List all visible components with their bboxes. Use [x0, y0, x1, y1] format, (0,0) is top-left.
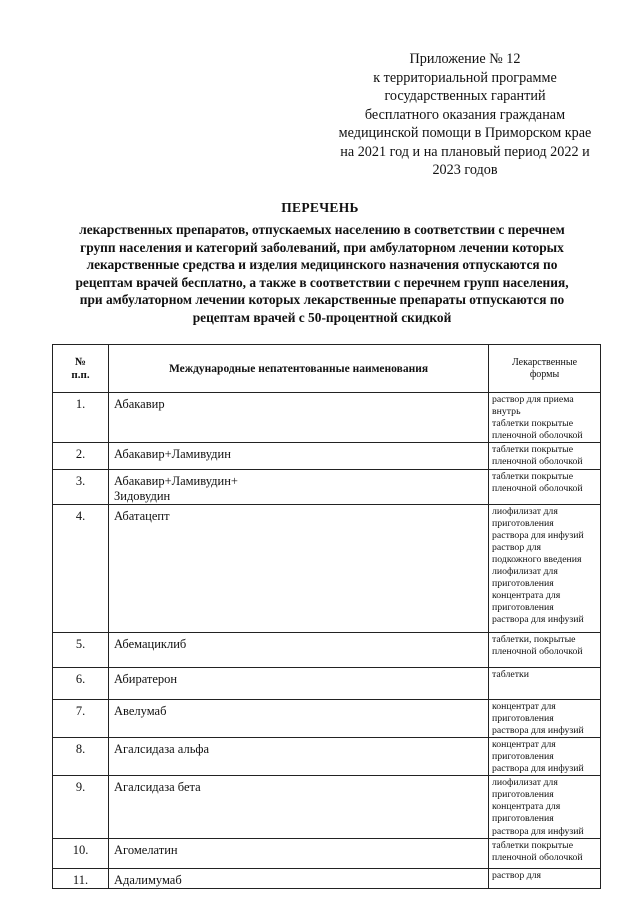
drug-form-line: раствора для инфузий — [492, 614, 584, 626]
drug-form-line: лиофилизат для — [492, 566, 558, 578]
drug-form — [489, 776, 601, 838]
header-form-line: Лекарственные — [511, 356, 578, 368]
header-number-line: № — [74, 355, 87, 368]
subtitle-line: лекарственных препаратов, отпускаемых населению в соответствии с перечнем — [79, 222, 565, 237]
drug-name — [109, 443, 489, 469]
drug-form-line: таблетки покрытые — [492, 470, 574, 482]
row-number: 9. — [53, 776, 109, 838]
row-number: 3. — [53, 469, 109, 504]
table-row — [53, 868, 601, 888]
document-subtitle — [32, 221, 612, 327]
table-row — [53, 443, 601, 469]
drug-form-line: таблетки покрытые — [492, 444, 574, 456]
subtitle-line: рецептам врачей бесплатно, а также в соответствии с перечнем групп населения, — [75, 274, 569, 290]
drug-form-line: раствор для — [492, 869, 542, 881]
drug-form-line: концентрат для — [492, 738, 556, 750]
drug-form-line: пленочной оболочкой — [492, 456, 583, 468]
drug-name-line: Агалсидаза альфа — [114, 741, 210, 756]
subtitle-line: при амбулаторном лечении которых лекарственные препараты отпускаются по — [79, 292, 565, 308]
drug-form-line: пленочной оболочкой — [492, 645, 583, 657]
drug-form-line: приготовления — [492, 750, 554, 762]
drug-form-line: раствора для инфузий — [492, 529, 584, 541]
drug-name — [109, 868, 489, 888]
drug-form-line: раствор для приема — [492, 394, 574, 405]
row-number: 2. — [53, 443, 109, 469]
row-number: 8. — [53, 737, 109, 775]
drug-name-line: Абатацепт — [114, 508, 170, 523]
drug-name-line: Абемациклиб — [114, 636, 187, 651]
drug-name-line: Агомелатин — [114, 842, 178, 857]
document-title: ПЕРЕЧЕНЬ — [281, 200, 359, 215]
table-row — [53, 632, 601, 667]
drug-form — [489, 737, 601, 775]
drug-form — [489, 838, 601, 868]
drug-form-line: приготовления — [492, 712, 554, 724]
drug-form — [489, 469, 601, 504]
row-number: 5. — [53, 632, 109, 667]
row-number: 11. — [53, 868, 109, 888]
drug-name-line: Авелумаб — [114, 703, 167, 718]
drug-form-line: раствор для — [492, 541, 542, 553]
header-form — [489, 345, 601, 393]
row-number: 1. — [53, 393, 109, 443]
subtitle-line: групп населения и категорий заболеваний, при амбулаторном лечении которых — [80, 239, 564, 255]
header-number — [53, 345, 109, 393]
header-number-line: п.п. — [71, 368, 90, 381]
appendix-line: бесплатного оказания гражданам — [364, 106, 566, 123]
drug-name-line: Абакавир+Ламивудин — [114, 447, 231, 462]
row-number: 10. — [53, 838, 109, 868]
drug-form — [489, 667, 601, 699]
drug-form-line: внутрь — [492, 406, 521, 418]
drug-name — [109, 699, 489, 737]
drug-form-line: таблетки покрытые — [492, 839, 574, 851]
drug-name — [109, 776, 489, 838]
drug-form-line: таблетки покрытые — [492, 418, 574, 430]
drug-name-line: Абакавир+Ламивудин+ — [114, 473, 238, 488]
drug-form — [489, 443, 601, 469]
drug-form-line: таблетки, покрытые — [492, 633, 576, 645]
drug-list-table — [52, 344, 601, 889]
drug-form-line: подкожного введения — [492, 553, 582, 565]
drug-name — [109, 504, 489, 632]
drug-name — [109, 667, 489, 699]
table-header-row — [53, 345, 601, 393]
appendix-block — [322, 50, 608, 180]
row-number: 7. — [53, 699, 109, 737]
table-row — [53, 393, 601, 443]
drug-name — [109, 632, 489, 667]
row-number: 6. — [53, 667, 109, 699]
drug-name-line: Абиратерон — [114, 671, 178, 686]
drug-form-line: таблетки — [492, 668, 530, 680]
drug-form-line: пленочной оболочкой — [492, 430, 583, 442]
drug-form-line: раствора для инфузий — [492, 763, 584, 775]
appendix-line: медицинской помощи в Приморском крае — [338, 125, 592, 141]
appendix-line: на 2021 год и на плановый период 2022 и — [340, 143, 590, 160]
drug-name-line: Зидовудин — [114, 488, 171, 503]
drug-form — [489, 393, 601, 443]
drug-name — [109, 469, 489, 504]
drug-form — [489, 504, 601, 632]
drug-name — [109, 737, 489, 775]
table-row — [53, 838, 601, 868]
subtitle-line: рецептам врачей с 50-процентной скидкой — [192, 309, 452, 325]
drug-form-line: пленочной оболочкой — [492, 482, 583, 494]
drug-form-line: раствора для инфузий — [492, 724, 584, 736]
drug-form-line: приготовления — [492, 602, 554, 614]
table-row — [53, 667, 601, 699]
drug-form-line: пленочной оболочкой — [492, 851, 583, 863]
drug-form-line: лиофилизат для — [492, 505, 558, 517]
table-row — [53, 776, 601, 838]
drug-form-line: приготовления — [492, 517, 554, 529]
drug-form — [489, 868, 601, 888]
appendix-line: Приложение № 12 — [409, 51, 521, 67]
drug-form — [489, 699, 601, 737]
drug-name — [109, 393, 489, 443]
drug-form-line: концентрата для — [492, 590, 561, 602]
row-number: 4. — [53, 504, 109, 632]
drug-form-line: концентрат для — [492, 700, 556, 712]
appendix-line: государственных гарантий — [384, 88, 546, 104]
appendix-line: 2023 годов — [432, 162, 498, 178]
drug-form-line: приготовления — [492, 813, 554, 825]
drug-form-line: приготовления — [492, 578, 554, 590]
table-row — [53, 699, 601, 737]
table-row — [53, 504, 601, 632]
drug-name-line: Агалсидаза бета — [114, 780, 201, 795]
subtitle-line: лекарственные средства и изделия медицинского назначения отпускаются по — [86, 257, 558, 273]
table-row — [53, 469, 601, 504]
drug-name — [109, 838, 489, 868]
drug-form-line: лиофилизат для — [492, 777, 558, 789]
header-name: Международные непатентованные наименования — [109, 345, 489, 393]
table-row — [53, 737, 601, 775]
drug-name-line: Абакавир — [114, 397, 165, 411]
drug-form-line: концентрата для — [492, 801, 561, 813]
drug-form — [489, 632, 601, 667]
header-form-line: формы — [529, 368, 560, 380]
drug-form-line: приготовления — [492, 789, 554, 801]
drug-form-line: раствора для инфузий — [492, 825, 584, 837]
appendix-line: к территориальной программе — [373, 69, 557, 86]
drug-name-line: Адалимумаб — [114, 872, 182, 887]
